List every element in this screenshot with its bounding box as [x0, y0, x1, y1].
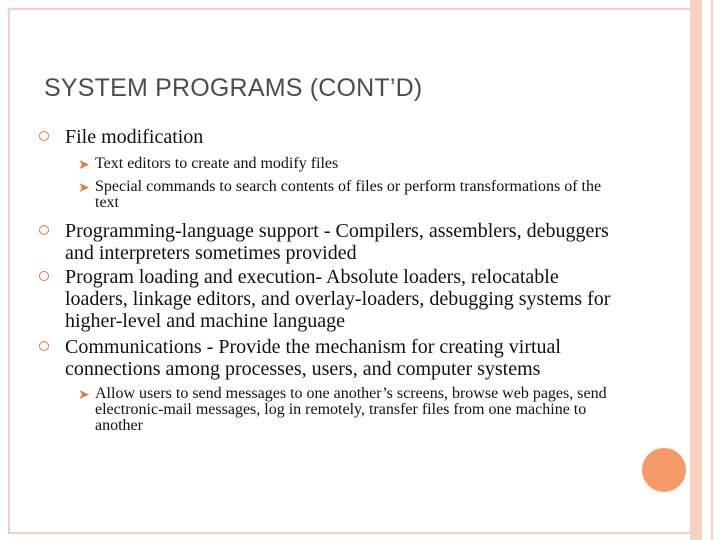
bullet-item-programming-language-support — [65, 220, 625, 264]
bullet-text: File modification — [65, 126, 204, 148]
sub-bullet-item — [78, 385, 615, 434]
arrow-bullet-icon: ➤ — [78, 387, 90, 403]
slide-title: SYSTEM PROGRAMS (CONT’D) — [44, 74, 423, 102]
circle-bullet-icon — [39, 341, 49, 351]
bullet-item-file-modification — [65, 126, 625, 148]
bullet-text: Programming-language support - Compilers, assemblers, debuggers and interpreters sometimes provided — [65, 220, 609, 264]
circle-bullet-icon — [39, 271, 49, 281]
sub-bullet-text: Allow users to send messages to one another’s screens, browse web pages, send electronic-mail messages, log in remotely, transfer files from one machine to another — [95, 385, 607, 434]
arrow-bullet-icon: ➤ — [78, 180, 90, 196]
bullet-text: Communications - Provide the mechanism for creating virtual connections among processes, users, and computer systems — [65, 336, 561, 380]
circle-bullet-icon — [39, 225, 49, 235]
arrow-bullet-icon: ➤ — [78, 157, 90, 173]
bullet-item-program-loading — [65, 266, 625, 332]
sub-bullet-item — [78, 155, 615, 173]
sub-bullet-text: Special commands to search contents of files or perform transformations of the text — [95, 178, 602, 211]
sub-bullet-item — [78, 178, 615, 211]
decorative-side-line — [711, 0, 713, 540]
decorative-orange-circle — [642, 448, 686, 492]
sub-bullet-text: Text editors to create and modify files — [95, 155, 339, 172]
bullet-text: Program loading and execution- Absolute loaders, relocatable loaders, linkage editors, and overlay-loaders, debugging systems for higher-level and machine language — [65, 266, 611, 332]
circle-bullet-icon — [39, 131, 49, 141]
decorative-side-band — [690, 0, 702, 540]
bullet-item-communications — [65, 336, 625, 380]
